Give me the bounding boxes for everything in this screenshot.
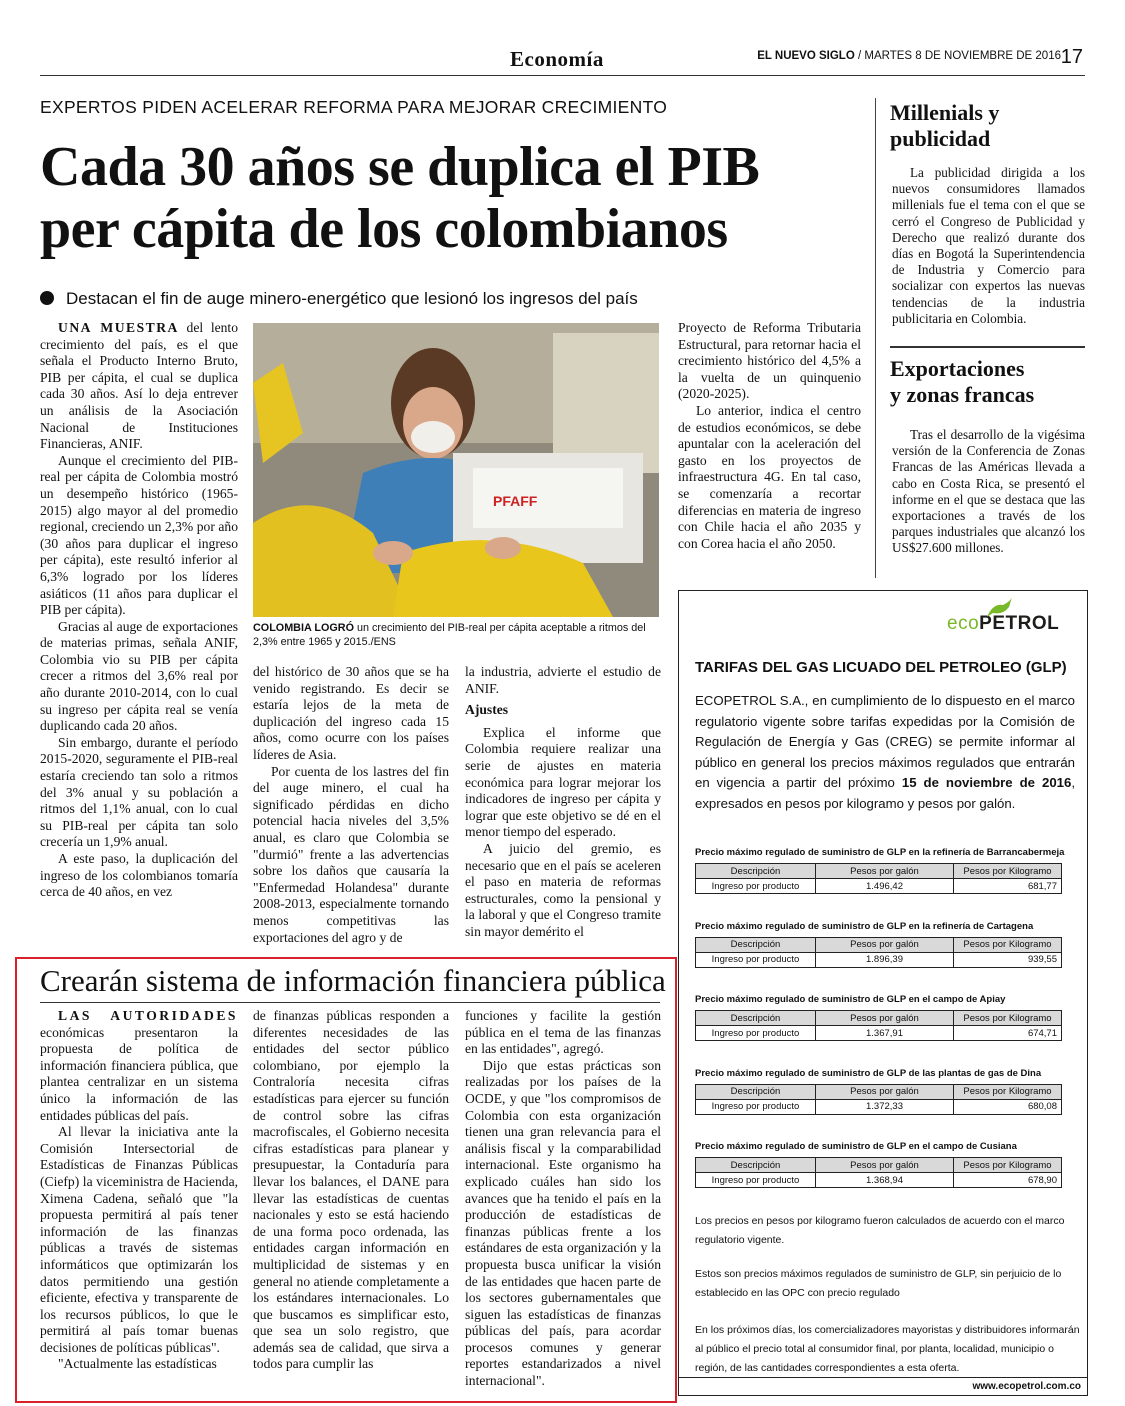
price-per-kg: 680,08 (954, 1099, 1062, 1114)
ad-note-3: En los próximos días, los comercializadores mayoristas y distribuidores informarán al público el precio total al consumidor final, por planta, localidad, municipio o región, de las cantidades correspondientes a esta oferta. (695, 1324, 1080, 1374)
price-per-gallon: 1.896,39 (816, 952, 954, 967)
subhead-text: Destacan el fin de auge minero-energético que lesionó los ingresos del país (66, 289, 638, 308)
logo-text-prefix: ec (947, 613, 969, 634)
price-per-gallon: 1.368,94 (816, 1173, 954, 1188)
paragraph: "Actualmente las estadísticas (58, 1356, 217, 1372)
headline-line-2: per cápita de los colombianos (40, 198, 728, 260)
paragraph: Dijo que estas prácticas son realizadas por los países de la OCDE, y que "los compromisos de Colombia con esta organización tienen una gran relevancia para el análisis fiscal y la comparabilidad internacional. Este organismo ha explicado cuáles han sido los avances que ha tenido el país en la producción de estadísticas de finanzas públicas frente a los estándares de esta organización y la propuesta busca unificar la visión de las entidades que hacen parte de los sectores gubernamentales que siguen las estadísticas de finanzas públicas del país, para acordar procesos comunes y generar reportes estandarizados a nivel internacional". (465, 1057, 661, 1389)
paper-name: EL NUEVO SIGLO (757, 50, 855, 62)
row-label: Ingreso por producto (696, 952, 816, 967)
col-kg-header: Pesos por Kilogramo (954, 937, 1062, 952)
price-per-gallon: 1.496,42 (816, 879, 954, 894)
price-table (695, 863, 1062, 894)
sidebar-text-millenials: La publicidad dirigida a los nuevos consumidores llamados millenials fue el tema con el que se cerró el Congreso de Publicidad y Derecho que realizó durante dos días en Bogotá la Superintendencia de Industria y Comercio para socializar con expertos las nuevas tendencias de la industria publicitaria en Colombia. (892, 165, 1085, 326)
col-kg-header: Pesos por Kilogramo (954, 1158, 1062, 1173)
price-table-block (695, 1068, 1062, 1115)
box-rule (40, 1002, 660, 1003)
sidebar-title-millenials: Millenials y publicidad (890, 100, 1000, 151)
price-table (695, 937, 1062, 968)
col-desc-header: Descripción (696, 864, 816, 879)
paragraph: A juicio del gremio, es necesario que en el país se aceleren el paso en materia de reformas estructurales, como la pensional y la laboral y que el Congreso tramite sin mayor demérito el (465, 840, 661, 939)
col-desc-header: Descripción (696, 937, 816, 952)
ad-intro: ECOPETROL S.A., en cumplimiento de lo dispuesto en el marco regulatorio vigente sobre tarifas expedidas por la Comisión de Regulación de Energía y Gas (CREG) se permite informar al público en general los precios máximos regulados que entrarán en vigencia a partir del próximo 15 de noviembre de 2016, expresados en pesos por kilogramo y pesos por galón. (695, 693, 1076, 811)
machine-brand: PFAFF (493, 493, 538, 509)
price-table-block (695, 994, 1062, 1041)
paragraph: Sin embargo, durante el período 2015-2020, seguramente el PIB-real estaría creciendo tan solo a ritmos del 3% anual y su población a ritmos del 1,1% anual, con lo cual su PIB-real per cápita tan solo crecería un 1,9% anual. (40, 734, 238, 850)
row-label: Ingreso por producto (696, 1099, 816, 1114)
paragraph: Al llevar la iniciativa ante la Comisión Intersectorial de Estadísticas de Finanzas Públicas (Ciefp) la viceministra de Hacienda, Ximena Cadena, señaló que "la propuesta permitirá al país tener información de las finanzas públicas a través de sistemas informáticos que optimizarán los datos permitiendo una gestión eficiente, efectiva y transparente de los recursos públicos, lo que le permitirá al país tomar buenas decisiones de políticas públicas". (40, 1124, 238, 1355)
article-column-3-bottom (465, 664, 661, 941)
paragraph: Aunque el crecimiento del PIB-real per cápita de Colombia mostró un desempeño histórico (1965-2015) algo mayor al del promedio regional, creciendo un 2,3% por año (30 años para duplicar el ingreso per cápita), este resultó inferior al 6,3% logrado por los líderes asiáticos (11 años para duplicar el PIB per cápita). (40, 452, 238, 618)
price-table (695, 1084, 1062, 1115)
lead-in: UNA MUESTRA (58, 320, 179, 335)
price-table-block (695, 1141, 1062, 1188)
paragraph: UNA MUESTRA del lento crecimiento del país, es el que señala el Producto Interno Bruto, PIB per cápita, el cual se duplica cada 30 años. Así lo deja entrever un análisis de la Asociación Nacional de Instituciones Financieras, ANIF. (40, 320, 238, 452)
col-desc-header: Descripción (696, 1084, 816, 1099)
ad-note-2: Estos son precios máximos regulados de suministro de GLP, sin perjuicio de lo establecido en las OPC con precio regulado (695, 1268, 1062, 1299)
article-column-1 (40, 320, 238, 901)
issue-date: / MARTES 8 DE NOVIEMBRE DE 2016 (854, 50, 1061, 62)
paragraph: Lo anterior, indica el centro de estudios económicos, se debe apuntalar con la aceleración del gasto en los proyectos de infraestructura 4G. En tal caso, se comenzaría a recortar diferencias en materia de ingreso con Chile hacia el año 2035 y con Corea hacia el año 2050. (678, 402, 861, 551)
row-label: Ingreso por producto (696, 1173, 816, 1188)
price-table (695, 1157, 1062, 1188)
sidebar-divider (890, 346, 1085, 348)
paragraph: LAS AUTORIDADES económicas presentaron la propuesta de política de información financiera pública, que plantea centralizar en un sistema único la información de las entidades públicas del país. (40, 1008, 238, 1123)
ecopetrol-ad (678, 590, 1088, 1396)
paragraph: Gracias al auge de exportaciones de materias primas, señala ANIF, Colombia vio su PIB per cápita crecer a ritmos del 3,6% real por año durante 2010-2014, con lo cual su ingreso per cápita real se venía duplicando cada 20 años. (40, 618, 238, 734)
col-kg-header: Pesos por Kilogramo (954, 1011, 1062, 1026)
price-table-block (695, 847, 1064, 894)
price-table-title: Precio máximo regulado de suministro de GLP en la refinería de Cartagena (695, 920, 1034, 932)
ad-url[interactable]: www.ecopetrol.com.co (972, 1381, 1081, 1392)
page-number: 17 (1060, 46, 1083, 68)
article-subtitle: Ajustes (465, 702, 509, 718)
paragraph: Proyecto de Reforma Tributaria Estructural, para retornar hacia el crecimiento histórico del 4,5% a la vuelta de un quinquenio (2020-2025). (678, 320, 861, 402)
col-gal-header: Pesos por galón (816, 1084, 954, 1099)
paragraph: Explica el informe que Colombia requiere realizar una serie de ajustes en materia económica para lograr mejorar los indicadores de ingreso per cápita y lograr que este objetivo se dé en el menor tiempo del esperado. (465, 724, 661, 840)
paragraph: funciones y facilite la gestión pública en el tema de las finanzas en las entidades", agregó. (465, 1008, 661, 1057)
box-column-3 (465, 1008, 661, 1390)
section-title: Economía (510, 47, 604, 71)
paragraph: de finanzas públicas responden a diferentes necesidades de las entidades del sector público colombiano, por ejemplo la Contraloría necesita cifras estadísticas para ejercer su función de control sobre las cifras macrofiscales, el Gobierno necesita cifras estadísticas para planear y presupuestar, la Contaduría para llevar los balances, el DANE para llevar las estadísticas de cuentas nacionales y esto se está haciendo de una forma poco ordenada, las entidades cargan información en multiplicidad de sistemas y en general no atiende completamente a los estándares internacionales. Lo que buscamos es simplificar esto, que sea un solo registro, que además sea de calidad, que sirva a todos para cumplir las (253, 1008, 449, 1372)
paragraph: Por cuenta de los lastres del fin del auge minero, el cual ha significado pérdidas en dicho potencial hacia niveles del 3,5% anual, es claro que Colombia se "durmió" frente a las advertencias sobre los daños que causaría la "Enfermedad Holandesa" durante 2008-2013, especialmente tornando menos competitivas las exportaciones del agro y de (253, 763, 449, 945)
ecopetrol-logo: ecoPETROL (947, 613, 1059, 635)
article-column-2 (253, 664, 449, 946)
caption-lead: COLOMBIA LOGRÓ (253, 622, 354, 634)
price-per-kg: 674,71 (954, 1026, 1062, 1041)
price-table-title: Precio máximo regulado de suministro de GLP en la refinería de Barrancabermeja (695, 847, 1065, 858)
ad-title: TARIFAS DEL GAS LICUADO DEL PETROLEO (GLP) (695, 659, 1067, 676)
paragraph: del histórico de 30 años que se ha venido registrando. Es decir se estaría lejos de la meta de duplicación del ingreso cada 15 años, como ocurre con los países líderes de Asia. (253, 664, 449, 762)
price-per-kg: 681,77 (954, 879, 1062, 894)
column-divider (875, 98, 876, 578)
price-per-kg: 678,90 (954, 1173, 1062, 1188)
article-photo (253, 323, 659, 617)
article-kicker: EXPERTOS PIDEN ACELERAR REFORMA PARA MEJORAR CRECIMIENTO (40, 97, 668, 117)
article-subhead (40, 289, 638, 309)
header-rule (40, 75, 1085, 76)
price-table (695, 1010, 1062, 1041)
bullet-icon (40, 291, 54, 305)
price-per-gallon: 1.367,91 (816, 1026, 954, 1041)
paragraph: la industria, advierte el estudio de ANIF. (465, 664, 661, 696)
photo-seamstress (253, 323, 659, 617)
price-per-kg: 939,55 (954, 952, 1062, 967)
col-gal-header: Pesos por galón (816, 1158, 954, 1173)
box-headline: Crearán sistema de información financiera pública (40, 963, 666, 998)
row-label: Ingreso por producto (696, 1026, 816, 1041)
price-table-title: Precio máximo regulado de suministro de GLP en el campo de Cusiana (695, 1141, 1017, 1152)
paragraph: A este paso, la duplicación del ingreso de los colombianos tomaría cerca de 40 años, en vez (40, 851, 238, 900)
article-column-3-top (678, 320, 861, 552)
iguana-icon (985, 595, 1013, 621)
sidebar-text-exportaciones: Tras el desarrollo de la vigésima versión de la Conferencia de Zonas Francas de las Américas llevada a cabo en Costa Rica, se presentó el informe en el que se destaca que las exportaciones a través de los parques industriales que alcanzó los US$27.600 millones. (892, 427, 1085, 556)
price-table-title: Precio máximo regulado de suministro de GLP de las plantas de gas de Dina (695, 1067, 1042, 1079)
col-gal-header: Pesos por galón (816, 864, 954, 879)
price-table-block (695, 921, 1062, 968)
ad-note-1: Los precios en pesos por kilogramo fueron calculados de acuerdo con el marco regulatorio vigente. (695, 1215, 1065, 1246)
col-kg-header: Pesos por Kilogramo (954, 864, 1062, 879)
article-headline (40, 136, 870, 260)
sidebar-title-exportaciones: Exportaciones y zonas francas (890, 356, 1035, 407)
photo-caption: COLOMBIA LOGRÓ un crecimiento del PIB-real per cápita aceptable a ritmos del 2,3% entre 1965 y 2015./ENS (253, 622, 646, 648)
col-kg-header: Pesos por Kilogramo (954, 1084, 1062, 1099)
price-table-title: Precio máximo regulado de suministro de GLP en el campo de Apiay (695, 994, 1006, 1005)
row-label: Ingreso por producto (696, 879, 816, 894)
col-gal-header: Pesos por galón (816, 1011, 954, 1026)
col-gal-header: Pesos por galón (816, 937, 954, 952)
masthead-info (757, 50, 1061, 62)
box-column-1 (40, 1008, 238, 1373)
col-desc-header: Descripción (696, 1011, 816, 1026)
price-per-gallon: 1.372,33 (816, 1099, 954, 1114)
headline-line-1: Cada 30 años se duplica el PIB (40, 136, 760, 198)
col-desc-header: Descripción (696, 1158, 816, 1173)
box-column-2 (253, 1008, 449, 1373)
